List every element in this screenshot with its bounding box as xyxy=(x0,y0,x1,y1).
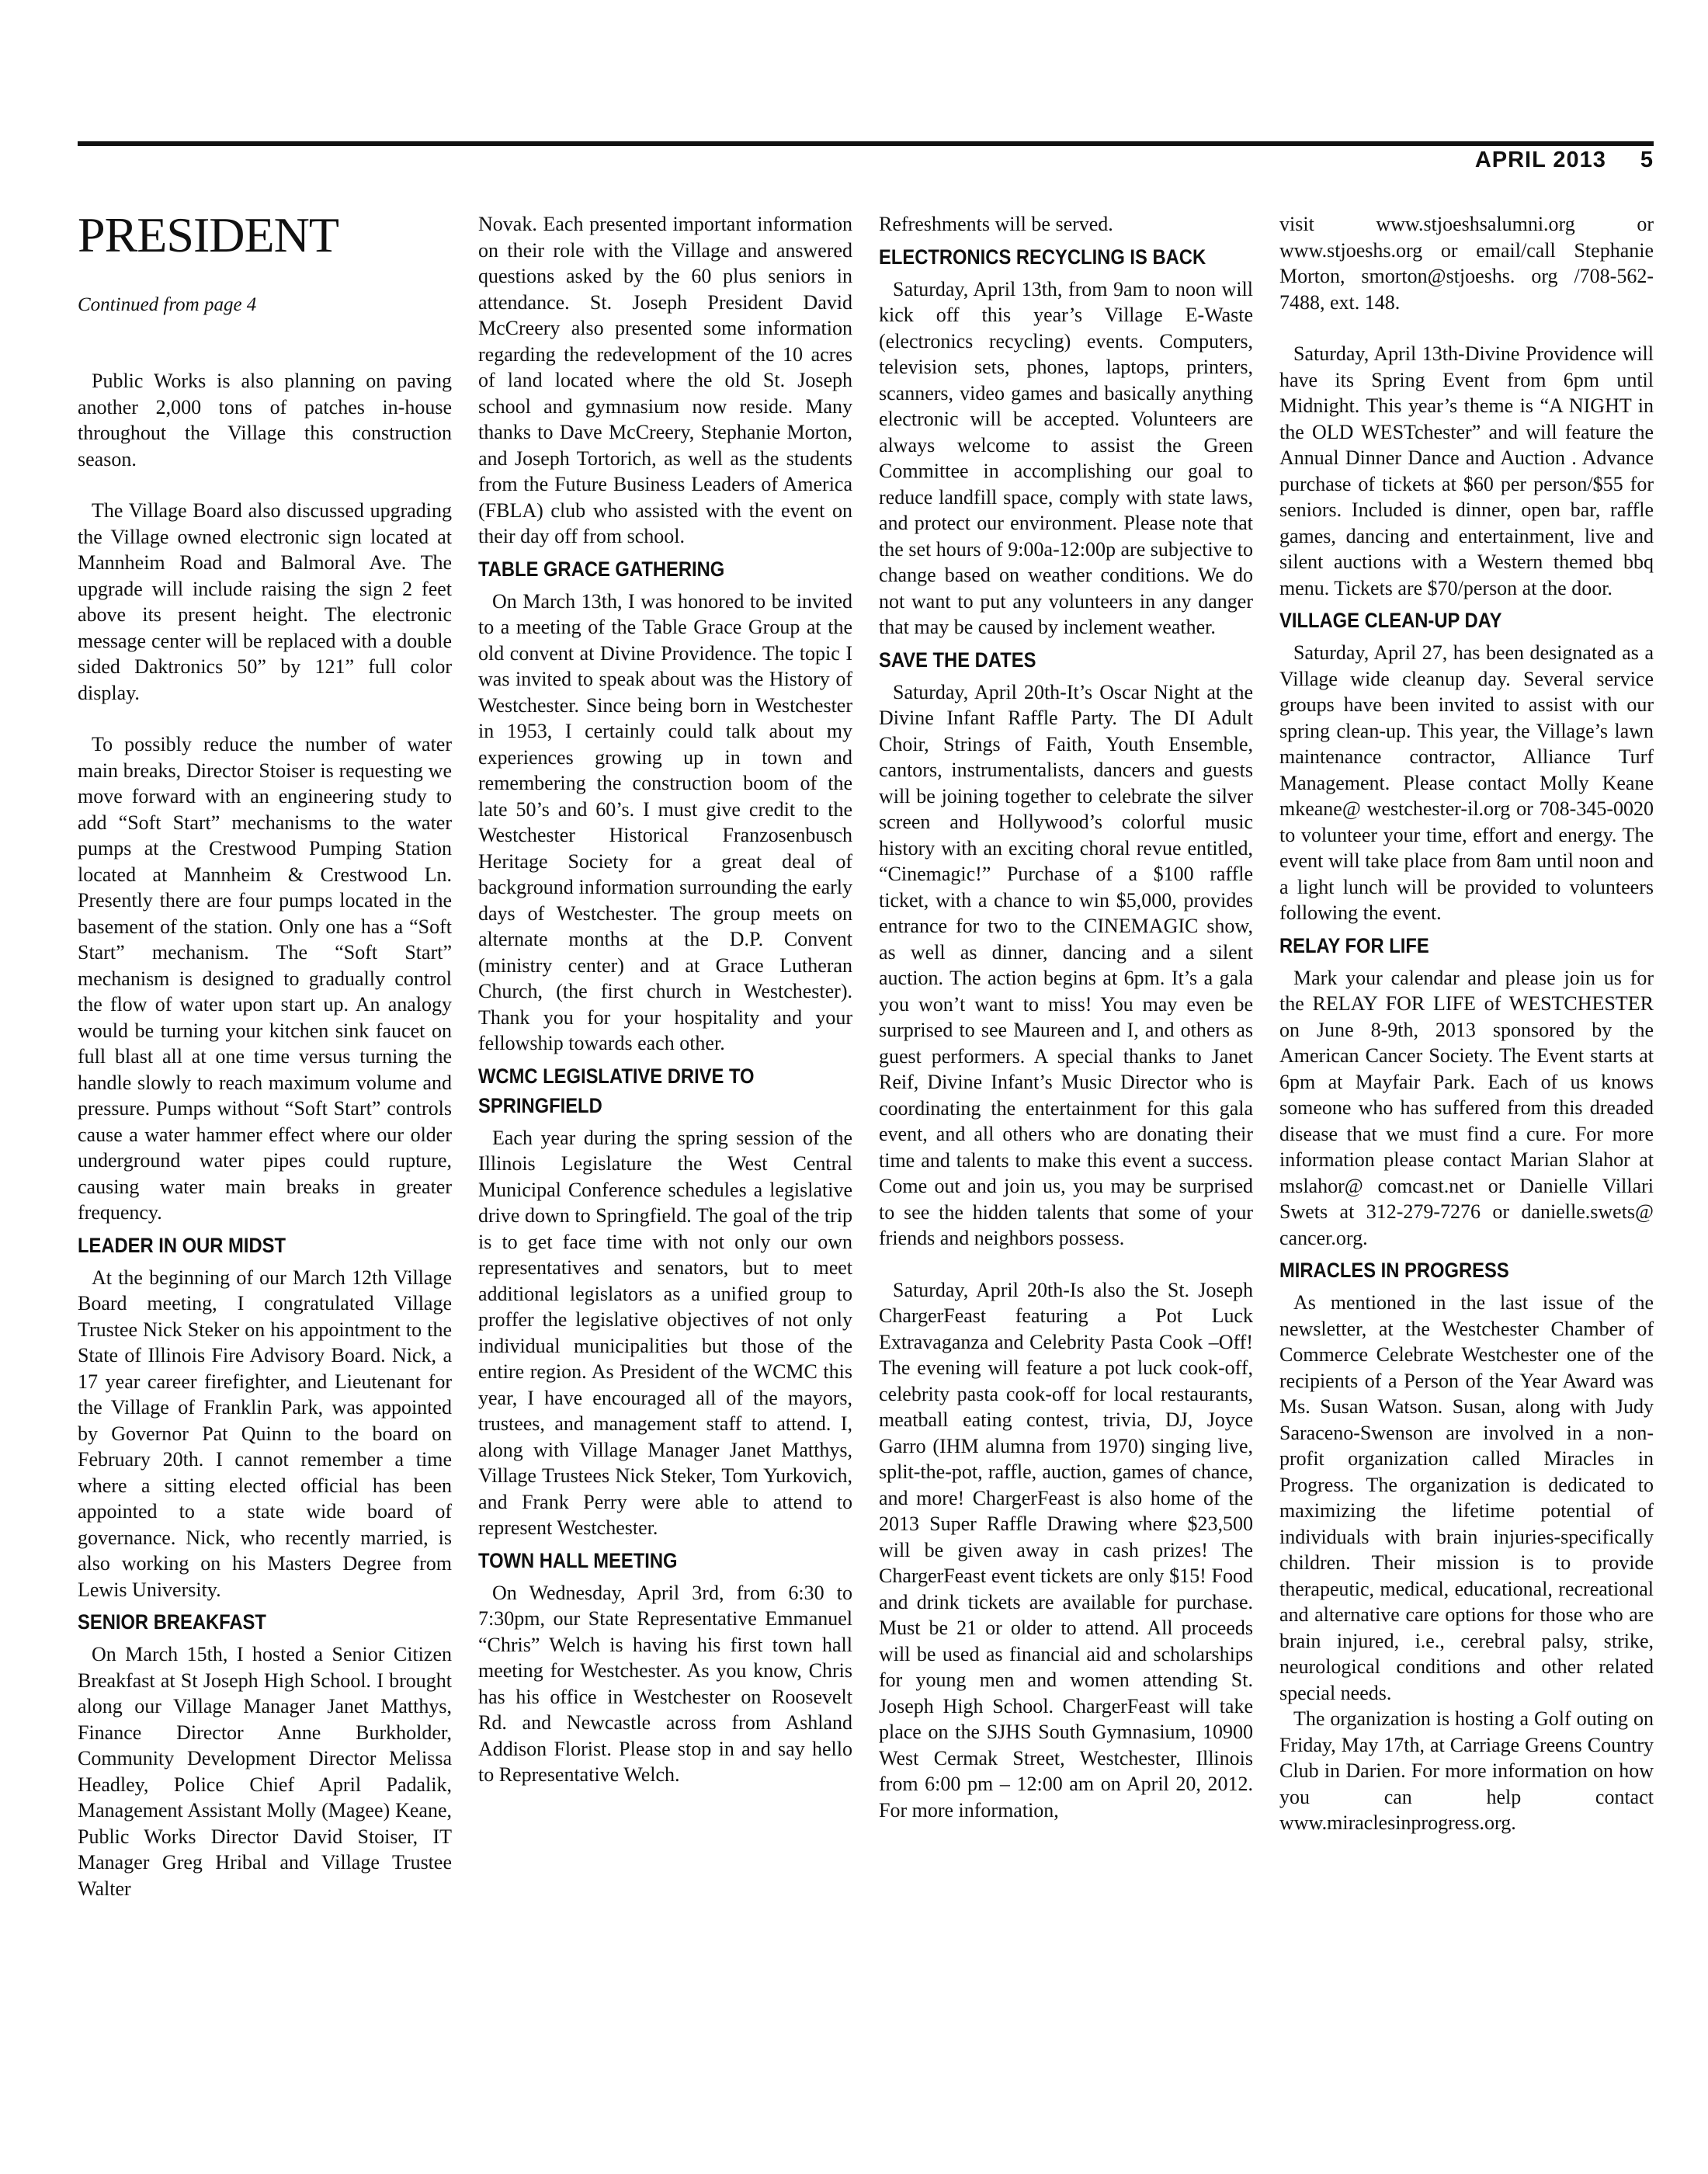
paragraph: Saturday, April 20th-Is also the St. Joseph ChargerFeast featuring a Pot Luck Extravaganza and Celebrity Pasta Cook –Off! The evening will feature a pot luck cook-off, celebrity pasta cook-off for local restaurants, meatball eating contest, trivia, DJ, Joyce Garro (IHM alumna from 1970) singing live, split-the-pot, raffle, auction, games of chance, and more! ChargerFeast is also home of the 2013 Super Raffle Drawing where $23,500 will be given away in cash prizes! The ChargerFeast event tickets are only $15! Food and drink tickets are available for purchase. Must be 21 or older to attend. All proceeds will be used as financial aid and scholarships for young men and women attending St. Joseph High School. ChargerFeast will take place on the SJHS South Gymnasium, 10900 West Cermak Street, Westchester, Illinois from 6:00 pm – 12:00 am on April 20, 2012. For more information, xyxy=(879,1278,1253,1822)
paragraph: Public Works is also planning on paving another 2,000 tons of patches in-house throughout the Village this construction season. xyxy=(78,370,452,471)
heading-wcmc-legislative-drive: WCMC LEGISLATIVE DRIVE TO SPRINGFIELD xyxy=(478,1064,755,1117)
heading-leader-in-our-midst: LEADER IN OUR MIDST xyxy=(78,1233,286,1257)
heading-senior-breakfast: SENIOR BREAKFAST xyxy=(78,1610,266,1634)
paragraph: On Wednesday, April 3rd, from 6:30 to 7:30pm, our State Representative Emmanuel “Chris” Welch is having his first town hall meeting for Westchester. As you know, Chris has his office in Westchester on Roosevelt Rd. and Newcastle across from Ashland Addison Florist. Please stop in and say hello to Representative Welch. xyxy=(478,1581,852,1786)
paragraph: Saturday, April 20th-It’s Oscar Night at the Divine Infant Raffle Party. The DI Adult Choir, Strings of Faith, Youth Ensemble, cantors, instrumentalists, dancers and guests will be joining together to celebrate the silver screen and Hollywood’s colorful music history with an exciting choral revue entitled, “Cinemagic!” Purchase of a $100 raffle ticket, with a chance to win $5,000, provides entrance for two to the CINEMAGIC show, as well as dinner, dancing and a silent auction. The action begins at 6pm. It’s a gala you won’t want to miss! You may even be surprised to see Maureen and I, and others as guest performers. A special thanks to Janet Reif, Divine Infant’s Music Director who is coordinating the entertainment for this gala event, and all others who are donating their time and talents to make this event a success. Come out and join us, you may be surprised to see the hidden talents that some of your friends and neighbors possess. xyxy=(879,680,1253,1249)
heading-save-the-dates: SAVE THE DATES xyxy=(879,648,1036,672)
paragraph: The Village Board also discussed upgrading the Village owned electronic sign located at Mannheim Road and Balmoral Ave. The upgrade will include raising the sign 2 feet above its present height. The electronic message center will be replaced with a double sided Daktronics 50” by 121” full color display. xyxy=(78,499,452,704)
paragraph: At the beginning of our March 12th Village Board meeting, I congratulated Village Trustee Nick Steker on his appointment to the State of Illinois Fire Advisory Board. Nick, a 17 year career firefighter, and Lieutenant for the Village of Franklin Park, was appointed by Governor Pat Quinn to the board on February 20th. I cannot remember a time where a sitting elected official has been appointed to a state wide board of governance. Nick, who recently married, is also working on his Masters Degree from Lewis University. xyxy=(78,1266,452,1601)
column-4 xyxy=(1279,211,1654,2106)
paragraph: On March 13th, I was honored to be invited to a meeting of the Table Grace Group at the old convent at Divine Providence. The topic I was invited to speak about was the History of Westchester. Since being born in Westchester in 1953, I certainly could talk about my experiences growing up in town and remembering the construction boom of the late 50’s and 60’s. I must give credit to the Westchester Historical Franzosenbusch Heritage Society for a great deal of background information surrounding the early days of Westchester. The group meets on alternate months at the D.P. Convent (ministry center) and at Grace Lutheran Church, (the first church in Westchester). Thank you for your hospitality and your fellowship towards each other. xyxy=(478,589,852,1054)
paragraph: To possibly reduce the number of water main breaks, Director Stoiser is requesting we move forward with an engineering study to add “Soft Start” mechanisms to the water pumps at the Crestwood Pumping Station located at Mannheim & Crestwood Ln. Presently there are four pumps located in the basement of the station. Only one has a “Soft Start” mechanism. The “Soft Start” mechanism is designed to gradually control the flow of water upon start up. An analogy would be turning your kitchen sink faucet on full blast all at one time versus turning the handle slowly to reach maximum volume and pressure. Pumps without “Soft Start” controls cause a water hammer effect where our older underground water pipes could rupture, causing water main breaks in greater frequency. xyxy=(78,733,452,1224)
article-columns xyxy=(78,211,1654,2106)
paragraph: Each year during the spring session of the Illinois Legislature the West Central Municipal Conference schedules a legislative drive down to Springfield. The goal of the trip is to get face time with not only our own representatives and senators, but to meet additional legislators as a unified group to proffer the legislative objectives of not only individual municipalities but those of the entire region. As President of the WCMC this year, I have encouraged all of the mayors, trustees, and management staff to attend. I, along with Village Manager Janet Matthys, Village Trustees Nick Steker, Tom Yurkovich, and Frank Perry were able to attend to represent Westchester. xyxy=(478,1126,852,1539)
continued-note: Continued from page 4 xyxy=(78,294,257,315)
heading-town-hall-meeting: TOWN HALL MEETING xyxy=(478,1548,678,1572)
column-3 xyxy=(879,211,1253,2106)
paragraph: As mentioned in the last issue of the newsletter, at the Westchester Chamber of Commerce Celebrate Westchester one of the recipients of a Person of the Year Award was Ms. Susan Watson. Susan, along with Judy Saraceno-Swenson are involved in a non-profit organization called Miracles in Progress. The organization is dedicated to maximizing the lifetime potential of individuals with brain injuries-specifically children. Their mission is to provide therapeutic, medical, educational, recreational and alternative care options for those who are brain injured, i.e., cerebral palsy, strike, neurological conditions and other related special needs. xyxy=(1279,1291,1654,1704)
heading-relay-for-life: RELAY FOR LIFE xyxy=(1279,933,1429,957)
paragraph: Saturday, April 13th, from 9am to noon will kick off this year’s Village E-Waste (electronics recycling) events. Computers, television sets, phones, laptops, printers, scanners, video games and basically anything electronic will be accepted. Volunteers are always welcome to assist the Green Committee in accomplishing our goal to reduce landfill space, comply with state laws, and protect our environment. Please note that the set hours of 9:00a-12:00p are subjective to change based on weather conditions. We do not want to put any volunteers in any danger that may be caused by inclement weather. xyxy=(879,277,1253,638)
issue-date: APRIL 2013 xyxy=(1474,148,1606,172)
page-number: 5 xyxy=(1640,148,1654,172)
column-2 xyxy=(478,211,852,2106)
paragraph: Mark your calendar and please join us for the RELAY FOR LIFE of WESTCHESTER on June 8-9th, 2013 sponsored by the American Cancer Society. The Event starts at 6pm at Mayfair Park. Each of us knows someone who has suffered from this dreaded disease that we must find a cure. For more information please contact Marian Slahor at mslahor@ comcast.net or Danielle Villari Swets at 312-279-7276 or danielle.swets@ cancer.org. xyxy=(1279,966,1654,1249)
heading-electronics-recycling: ELECTRONICS RECYCLING IS BACK xyxy=(879,245,1206,269)
heading-miracles-in-progress: MIRACLES IN PROGRESS xyxy=(1279,1259,1509,1282)
page-header xyxy=(1475,148,1654,173)
heading-village-clean-up-day: VILLAGE CLEAN-UP DAY xyxy=(1279,609,1502,632)
paragraph: Novak. Each presented important information on their role with the Village and answered questions asked by the 60 plus seniors in attendance. St. Joseph President David McCreery also presented some information regarding the redevelopment of the 10 acres of land located where the old St. Joseph school and gymnasium now reside. Many thanks to Dave McCreery, Stephanie Morton, and Joseph Tortorich, as well as the students from the Future Business Leaders of America (FBLA) club who assisted with the event on their day off from school. xyxy=(478,213,852,547)
paragraph: Saturday, April 27, has been designated as a Village wide cleanup day. Several service groups have been invited to assist with our spring clean-up. This year, the Village’s lawn maintenance contractor, Alliance Turf Management. Please contact Molly Keane mkeane@ westchester-il.org or 708-345-0020 to volunteer your time, effort and energy. The event will take place from 8am until noon and a light lunch will be provided to volunteers following the event. xyxy=(1279,641,1654,924)
section-title: PRESIDENT xyxy=(78,211,338,262)
paragraph: The organization is hosting a Golf outing on Friday, May 17th, at Carriage Greens Country Club in Darien. For more information on how you can help contact www.miraclesinprogress.org. xyxy=(1279,1707,1654,1834)
header-rule xyxy=(78,141,1654,146)
paragraph: Refreshments will be served. xyxy=(879,213,1113,235)
column-1 xyxy=(78,211,452,2106)
paragraph: Saturday, April 13th-Divine Providence will have its Spring Event from 6pm until Midnight. This year’s theme is “A NIGHT in the OLD WESTchester” and will feature the Annual Dinner Dance and Auction . Advance purchase of tickets at $60 per person/$55 for seniors. Included is dinner, open bar, raffle games, dancing and entertainment, live and silent auctions with a Western themed bbq menu. Tickets are $70/person at the door. xyxy=(1279,342,1654,599)
paragraph: On March 15th, I hosted a Senior Citizen Breakfast at St Joseph High School. I brought along our Village Manager Janet Matthys, Finance Director Anne Burkholder, Community Development Director Melissa Headley, Police Chief April Padalik, Management Assistant Molly (Magee) Keane, Public Works Director David Stoiser, IT Manager Greg Hribal and Village Trustee Walter xyxy=(78,1643,452,1900)
paragraph: visit www.stjoeshsalumni.org or www.stjoeshs.org or email/call Stephanie Morton, smorton@stjoeshs. org /708-562-7488, ext. 148. xyxy=(1279,213,1654,314)
heading-table-grace-gathering: TABLE GRACE GATHERING xyxy=(478,557,725,581)
